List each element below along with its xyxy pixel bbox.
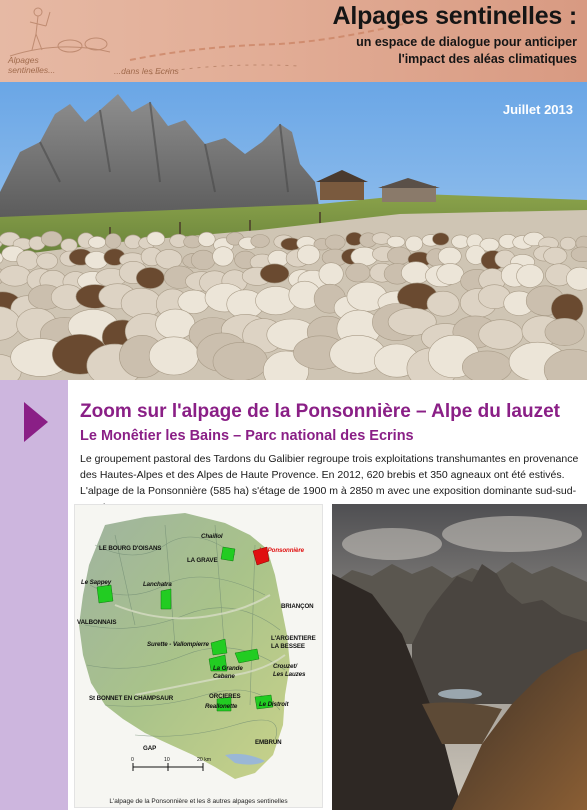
map-label-bourg-doisans: LE BOURG D'OISANS bbox=[99, 545, 162, 552]
subtitle-line-2: l'impact des aléas climatiques bbox=[398, 52, 577, 66]
left-accent-band bbox=[0, 380, 68, 810]
subtitle-line-1: un espace de dialogue pour anticiper bbox=[356, 35, 577, 49]
map-label-grande-cabane-2: Cabane bbox=[213, 673, 235, 680]
mountain-valley-photo bbox=[332, 504, 587, 810]
hero-illustration bbox=[0, 82, 587, 380]
map-label-briancon: BRIANÇON bbox=[281, 603, 314, 610]
map-label-ponsonniere: La Ponsonnière bbox=[259, 547, 305, 554]
mountain-illustration bbox=[332, 504, 587, 810]
map-label-le-sappey: Le Sappey bbox=[81, 579, 112, 586]
map-label-le-distroit: Le Distroit bbox=[259, 701, 289, 708]
map-label-embrun: EMBRUN bbox=[255, 739, 282, 746]
logo-text-right: ...dans les Ecrins bbox=[114, 66, 179, 76]
map-label-st-bonnet: St BONNET EN CHAMPSAUR bbox=[89, 695, 174, 702]
article-title: Zoom sur l'alpage de la Ponsonnière – Alpe du lauzet bbox=[80, 401, 560, 422]
newsletter-subtitle bbox=[277, 34, 577, 68]
article-body: Le groupement pastoral des Tardons du Galibier regroupe trois exploitations transhumantes en provenance des Hautes-Alpes et des Alpes de Haute Provence. En 2012, 620 brebis et 350 agneaux ont été estivés. L'alpage de la Ponsonnière (585 ha) s'étage de 1900 m à 2850 m avec une exposition dominante sud-sud- bbox=[80, 453, 579, 497]
map-label-grande-cabane-1: La Grande bbox=[213, 665, 243, 672]
scale-label-20: 20 km bbox=[197, 757, 212, 763]
map-label-surette: Surette - Vallompierre bbox=[147, 641, 209, 648]
map-label-reallonette: Reallonette bbox=[205, 703, 238, 710]
map-label-orcieres: ORCIERES bbox=[209, 693, 241, 700]
alpages-map bbox=[74, 504, 323, 808]
header-banner bbox=[0, 0, 587, 82]
map-label-valbonnais: VALBONNAIS bbox=[77, 619, 117, 626]
logo-text-left: Alpages sentinelles... bbox=[8, 55, 56, 75]
newsletter-title: Alpages sentinelles : bbox=[332, 2, 577, 30]
issue-date: Juillet 2013 bbox=[502, 102, 573, 117]
map-label-gap: GAP bbox=[143, 745, 157, 752]
scale-label-10: 10 bbox=[164, 757, 170, 763]
scale-label-0: 0 bbox=[131, 757, 134, 763]
map-label-crouzet-1: Crouzet/ bbox=[273, 663, 297, 670]
map-label-lanchatra: Lanchatra bbox=[143, 581, 172, 588]
section-arrow-icon bbox=[22, 400, 50, 444]
map-label-bessee: LA BESSEE bbox=[271, 643, 305, 650]
map-label-crouzet-2: Les Lauzes bbox=[273, 671, 306, 678]
map-caption: L'alpage de la Ponsonnière et les 8 autres alpages sentinelles bbox=[109, 798, 288, 805]
map-label-chaillol: Chaillol bbox=[201, 533, 223, 540]
map-label-argentiere: L'ARGENTIERE bbox=[271, 635, 316, 642]
article-subtitle: Le Monêtier les Bains – Parc national des Ecrins bbox=[80, 428, 414, 444]
map-label-la-grave: LA GRAVE bbox=[187, 557, 218, 564]
sheep-flock bbox=[0, 231, 587, 380]
hero-photo-sheep-flock bbox=[0, 82, 587, 380]
